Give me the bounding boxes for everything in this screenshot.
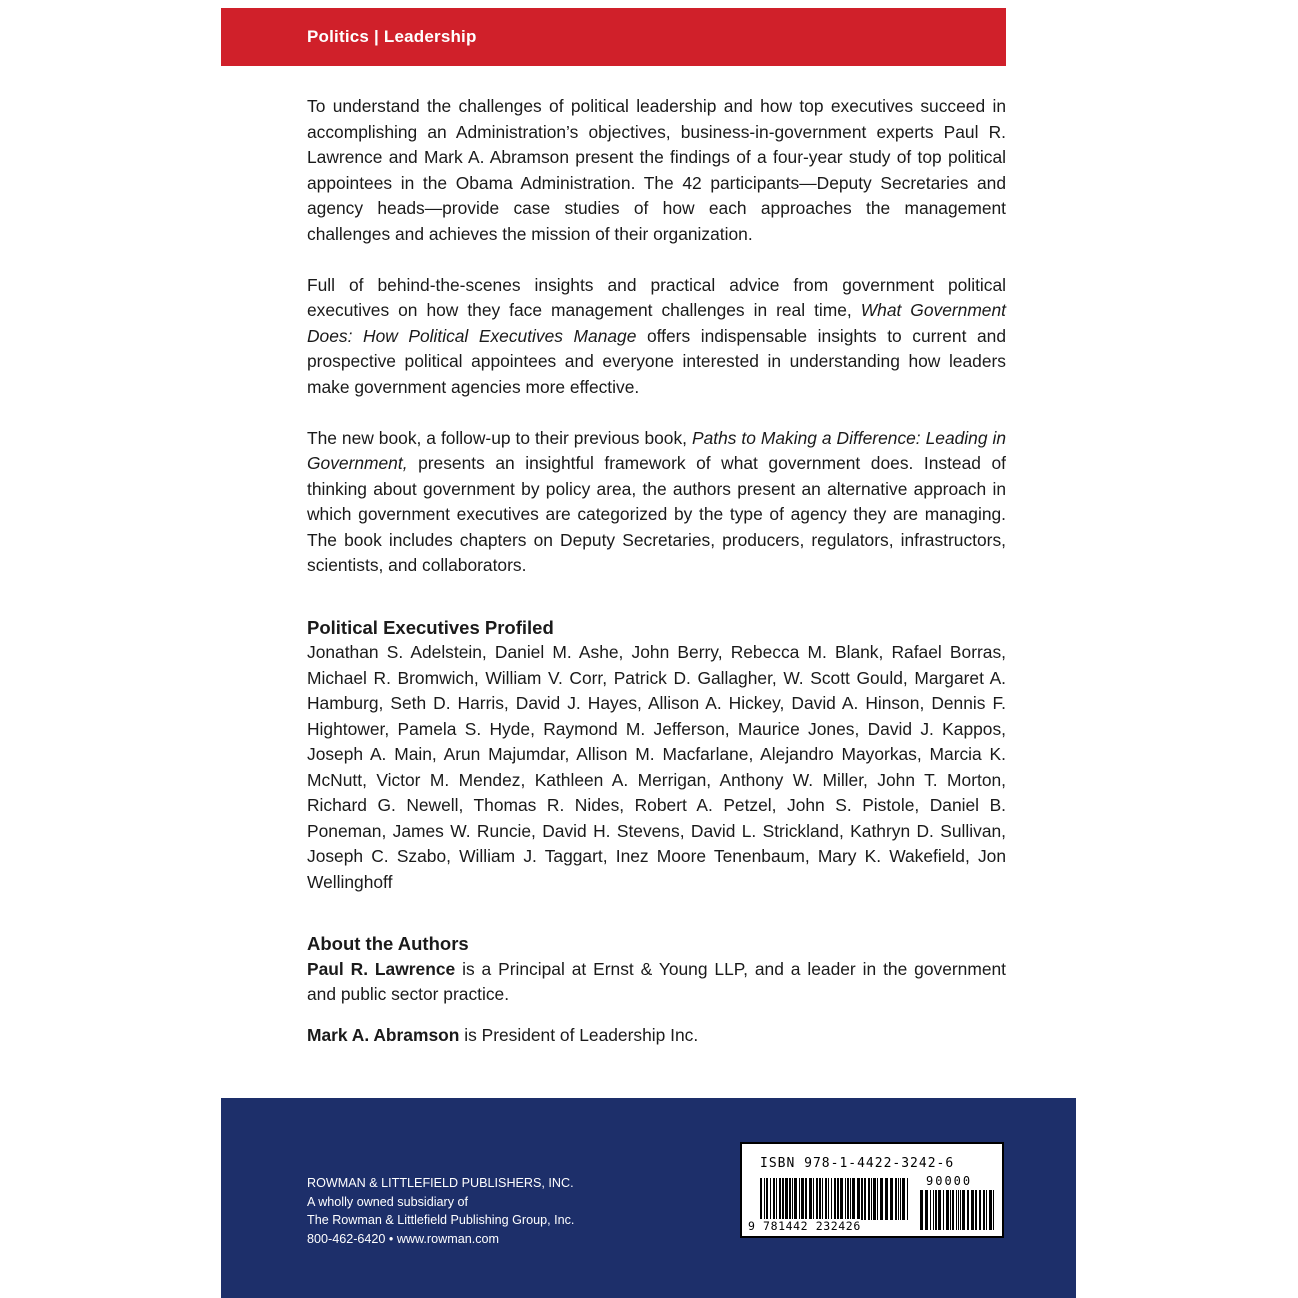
author-1-bio: is a Principal at Ernst & Young LLP, and a leader in the government and public sector practice.: [307, 958, 1006, 1004]
barcode-bar: [822, 1178, 823, 1220]
barcode-bar: [760, 1178, 762, 1220]
isbn-label: ISBN 978-1-4422-3242-6: [760, 1156, 955, 1171]
publisher-contact: 800-462-6420 • www.rowman.com: [307, 1231, 500, 1246]
p2-text-after: offers indispensable insights to current and prospective political appointees and everyone interested in understanding how leaders make government agencies more effective.: [307, 325, 1006, 397]
barcode-bar: [885, 1178, 888, 1220]
barcode-bar: [979, 1190, 981, 1230]
barcode-bar: [805, 1178, 807, 1220]
barcode-bar: [920, 1190, 923, 1230]
barcode-bar: [868, 1178, 870, 1220]
barcode-bar: [789, 1178, 791, 1220]
barcode-bar: [847, 1178, 849, 1220]
p3-text-before: The new book, a follow-up to their previous book,: [307, 427, 692, 448]
barcode-bar: [895, 1178, 897, 1220]
barcode-addon-bars: [920, 1190, 994, 1230]
barcode-bar: [952, 1190, 954, 1230]
barcode-bar: [828, 1178, 829, 1220]
barcode-bar: [785, 1178, 788, 1220]
barcode-bar: [877, 1178, 878, 1220]
previous-book-title: Paths to Making a Difference: Leading in Government,: [307, 427, 1007, 473]
barcode-bar: [946, 1190, 949, 1230]
barcode-bar: [890, 1178, 893, 1220]
barcode-bar: [871, 1178, 872, 1220]
profiled-names: Jonathan S. Adelstein, Daniel M. Ashe, John Berry, Rebecca M. Blank, Rafael Borras, Michael R. Bromwich, William V. Corr, Patrick D. Gallagher, W. Scott Gould, Margaret A. Hamburg, Seth D. Harris, David J. Hayes, Allison A. Hickey, David A. Hinson, Dennis F. Hightower, Pamela S. Hyde, Raymond M. Jefferson, Maurice Jones, David J. Kappos, Joseph A. Main, Arun Majumdar, Allison M. Macfarlane, Alejandro Mayorkas, Marcia K. McNutt, Victor M. Mendez, Kathleen A. Merrigan, Anthony W. Miller, John T. Morton, Richard G. Newell, Thomas R. Nides, Robert A. Petzel, John S. Pistole, Daniel B. Poneman, James W. Runcie, David H. Stevens, David L. Strickland, Kathryn D. Sullivan, Joseph C. Szabo, William J. Taggart, Inez Moore Tenenbaum, Mary K. Wakefield, Jon Wellinghoff: [307, 642, 1006, 892]
author-bio-1: [307, 957, 1006, 1008]
barcode-bar: [831, 1178, 832, 1220]
barcode-bar: [907, 1178, 908, 1220]
back-cover-text: [307, 94, 1006, 1048]
category-banner: [221, 8, 1006, 66]
barcode-bar: [799, 1178, 800, 1220]
barcode-bar: [930, 1190, 931, 1230]
book-title: What Government Does: How Political Executives Manage: [307, 300, 1006, 346]
barcode-bar: [840, 1178, 843, 1220]
description-paragraph-3: [307, 426, 1006, 579]
p3-text-after: presents an insightful framework of what government does. Instead of thinking about government by policy area, the authors present an alternative approach in which government executives are categorized by the type of agency they are managing. The book includes chapters on Deputy Secretaries, producers, regulators, infrastructors, scientists, and collaborators.: [307, 453, 1006, 575]
publisher-group: The Rowman & Littlefield Publishing Group, Inc.: [307, 1213, 575, 1227]
author-1-name: Paul R. Lawrence: [307, 958, 456, 979]
barcode-bar: [989, 1190, 992, 1230]
barcode-bar: [933, 1190, 934, 1230]
barcode-bars: [760, 1178, 908, 1220]
barcode-bar: [852, 1178, 855, 1220]
barcode-bar: [794, 1178, 797, 1220]
barcode-bar: [956, 1190, 957, 1230]
profiled-heading: Political Executives Profiled: [307, 616, 554, 638]
barcode-bar: [850, 1178, 851, 1220]
barcode-bar: [819, 1178, 821, 1220]
barcode-bar: [816, 1178, 818, 1220]
barcode-bar: [880, 1178, 883, 1220]
barcode-bar: [764, 1178, 765, 1220]
price-code: 90000: [926, 1174, 973, 1188]
barcode-bar: [958, 1190, 959, 1230]
author-bio-2: [307, 1023, 1006, 1049]
barcode-bar: [902, 1178, 905, 1220]
barcode-bar: [943, 1190, 944, 1230]
barcode-bar: [983, 1190, 985, 1230]
barcode-bar: [967, 1190, 969, 1230]
barcode-bar: [861, 1178, 863, 1220]
author-2-bio: is President of Leadership Inc.: [459, 1024, 699, 1045]
barcode-bar: [779, 1178, 781, 1220]
barcode-bar: [993, 1190, 994, 1230]
barcode-bar: [770, 1178, 771, 1220]
barcode-digits: 9 781442 232426: [748, 1219, 861, 1233]
barcode-bar: [873, 1178, 876, 1220]
barcode-bar: [962, 1190, 965, 1230]
barcode-bar: [975, 1190, 977, 1230]
authors-heading: About the Authors: [307, 933, 469, 954]
description-paragraph-2: [307, 273, 1006, 401]
author-2-name: Mark A. Abramson: [307, 1024, 460, 1045]
barcode-bar: [837, 1178, 839, 1220]
description-paragraph-1: To understand the challenges of political leadership and how top executives succeed in accomplishing an Administration’s objectives, business-in-government experts Paul R. Lawrence and Mark A. Abramson present the findings of a four-year study of top political appointees in the Obama Administration. The 42 participants—Deputy Secretaries and agency heads—provide case studies of how each approaches the management challenges and achieves the mission of their organization.: [307, 96, 1006, 244]
barcode-bar: [776, 1178, 777, 1220]
barcode-bar: [857, 1178, 860, 1220]
isbn-barcode: [740, 1142, 1004, 1238]
publisher-subsidiary: A wholly owned subsidiary of: [307, 1194, 469, 1209]
barcode-bar: [925, 1190, 928, 1230]
barcode-bar: [935, 1190, 937, 1230]
category-label: Politics | Leadership: [307, 27, 477, 46]
barcode-bar: [834, 1178, 836, 1220]
barcode-bar: [900, 1178, 901, 1220]
barcode-bar: [792, 1178, 793, 1220]
barcode-bar: [813, 1178, 814, 1220]
publisher-info: [307, 1174, 574, 1248]
barcode-bar: [782, 1178, 784, 1220]
publisher-name: ROWMAN & LITTLEFIELD PUBLISHERS, INC.: [307, 1176, 574, 1190]
barcode-bar: [898, 1178, 899, 1220]
barcode-bar: [986, 1190, 987, 1230]
barcode-bar: [825, 1178, 827, 1220]
barcode-bar: [845, 1178, 846, 1220]
publisher-banner: [221, 1098, 1076, 1298]
barcode-bar: [809, 1178, 812, 1220]
p2-text-before: Full of behind-the-scenes insights and practical advice from government political executives on how they face management challenges in real time,: [307, 274, 1006, 320]
barcode-bar: [801, 1178, 804, 1220]
barcode-bar: [960, 1190, 961, 1230]
barcode-bar: [864, 1178, 866, 1220]
barcode-bar: [971, 1190, 974, 1230]
barcode-bar: [766, 1178, 768, 1220]
barcode-bar: [950, 1190, 951, 1230]
barcode-bar: [773, 1178, 775, 1220]
barcode-bar: [938, 1190, 941, 1230]
